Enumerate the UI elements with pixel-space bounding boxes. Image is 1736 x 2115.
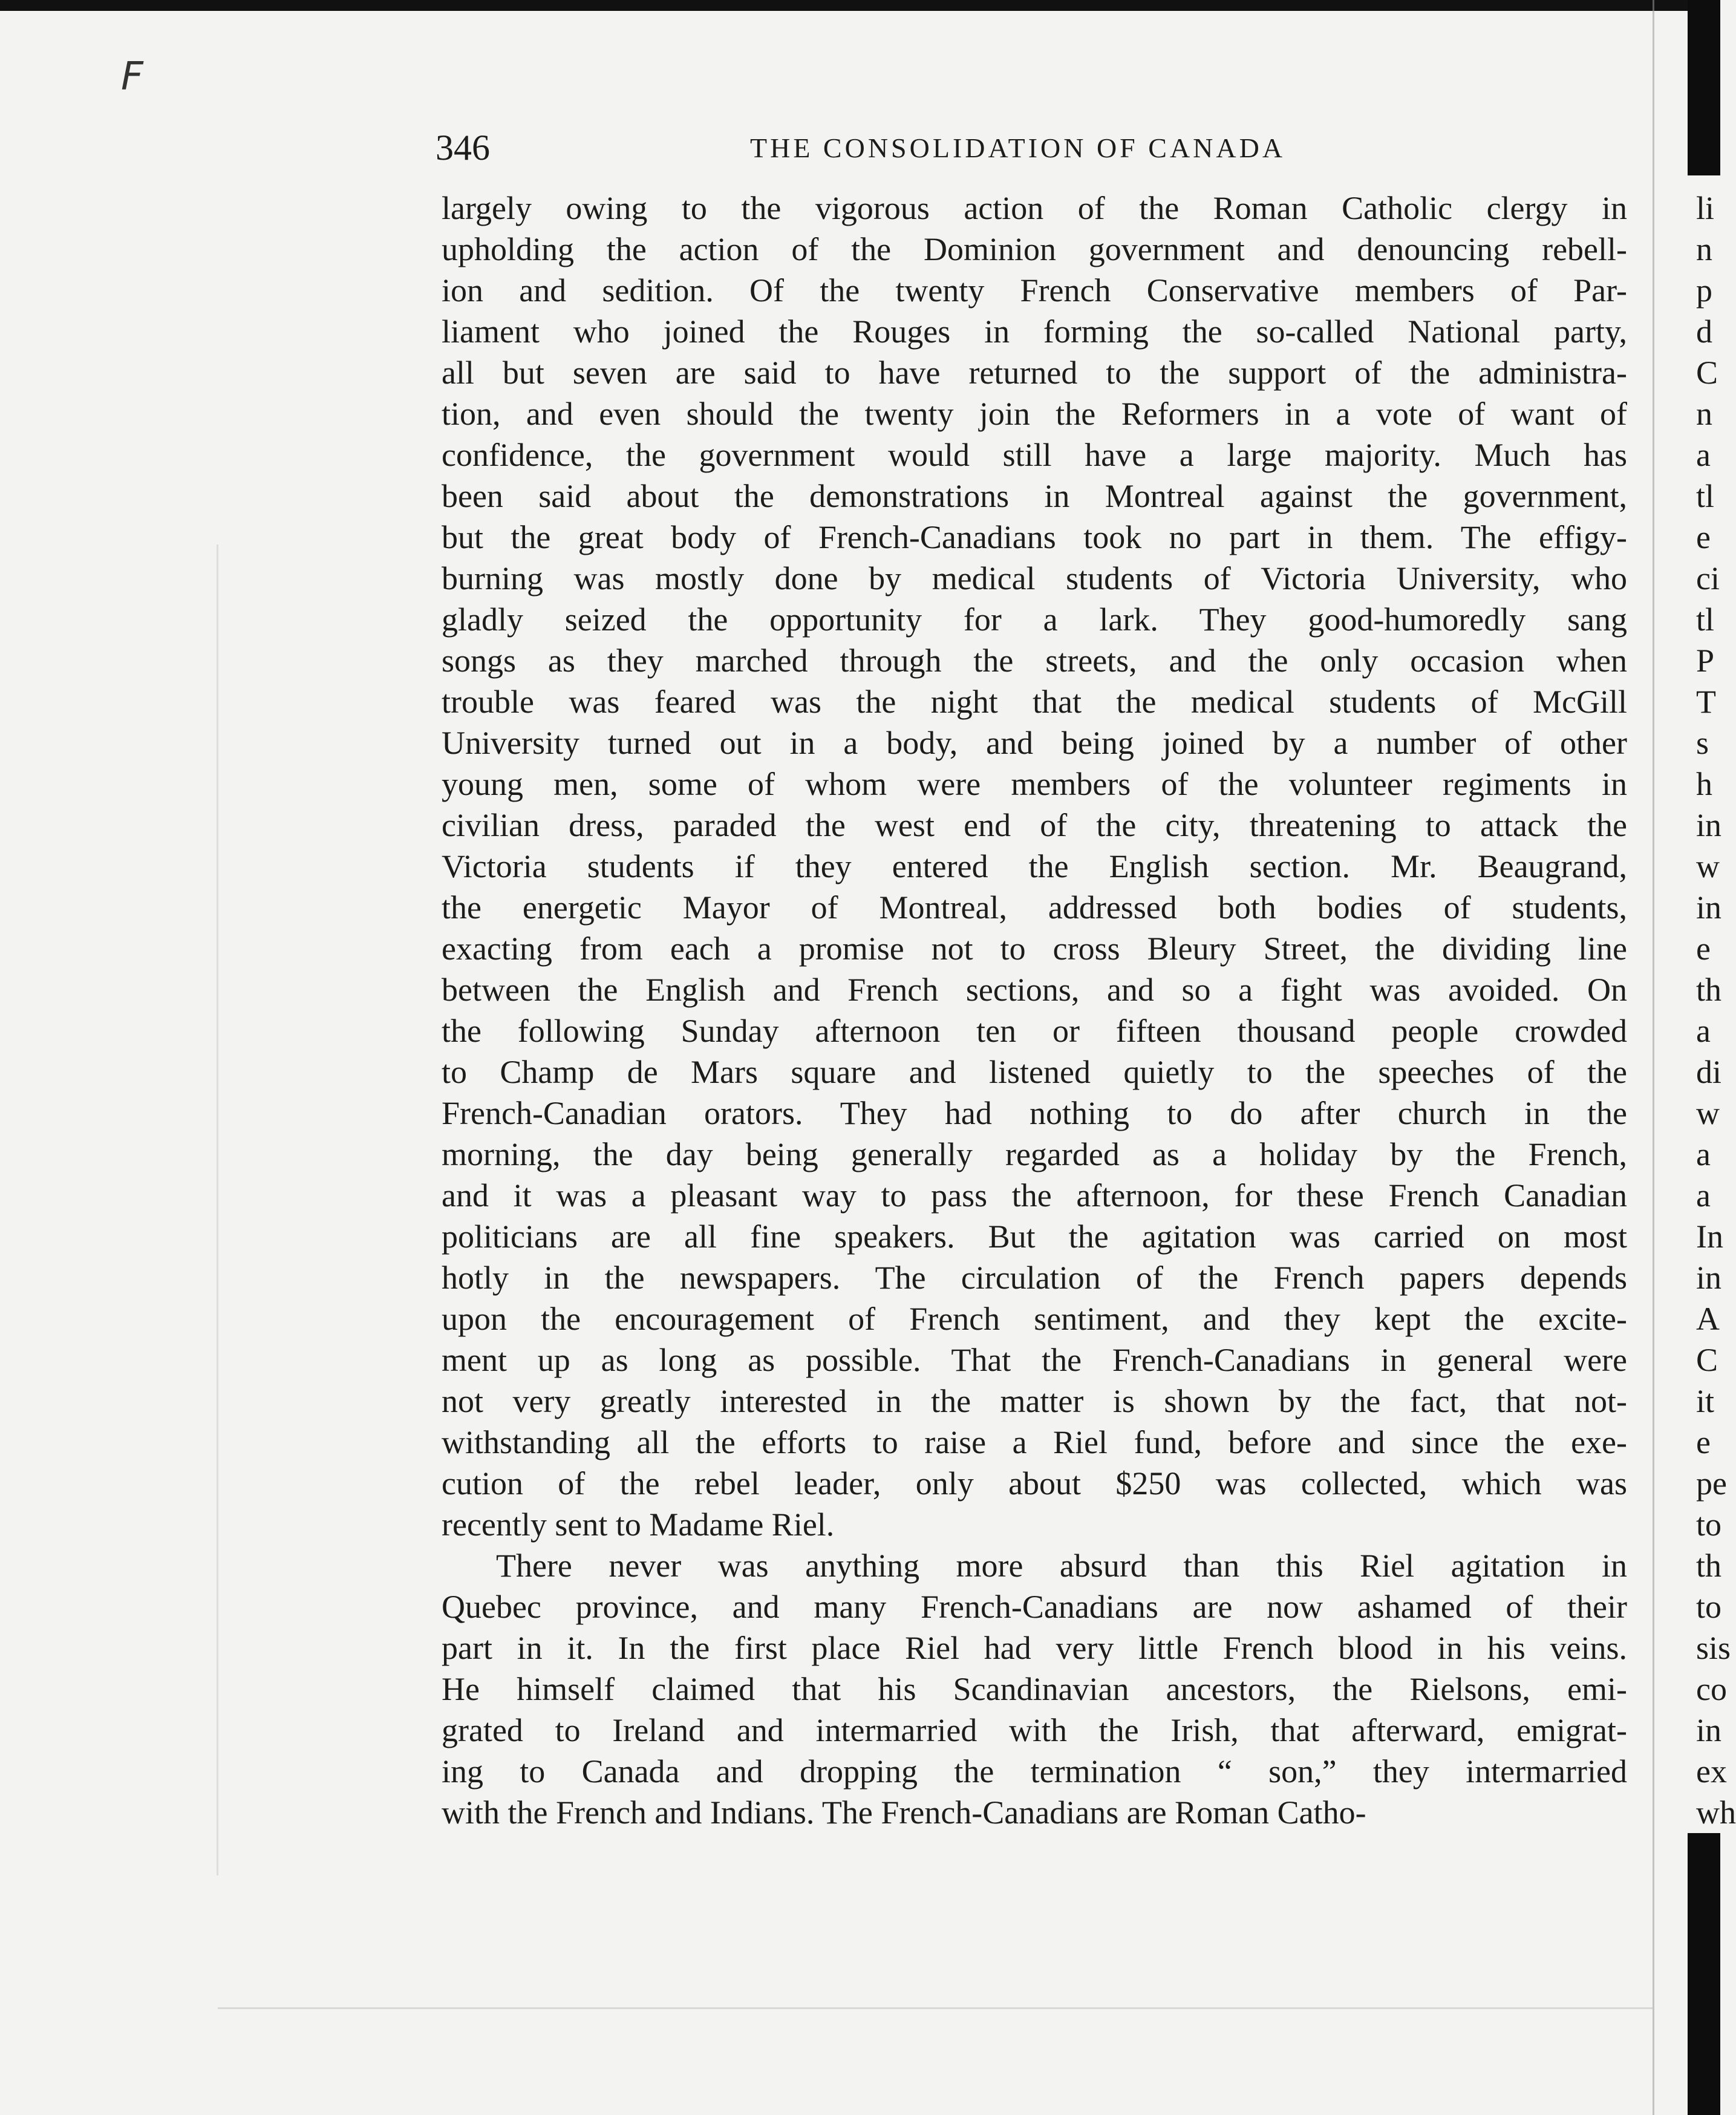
- facing-page-fragment: a: [1694, 434, 1720, 476]
- text-line: all but seven are said to have returned to the support of the administra-: [442, 355, 1627, 391]
- page-bottom-edge: [218, 2007, 1653, 2009]
- facing-page-fragment: p: [1694, 270, 1720, 311]
- facing-page-fragment: C: [1694, 352, 1720, 393]
- text-line: ion and sedition. Of the twenty French Conservative members of Par-: [442, 272, 1627, 309]
- facing-page-fragment: ci: [1694, 558, 1720, 599]
- text-line: the energetic Mayor of Montreal, addressed both bodies of students,: [442, 889, 1627, 926]
- facing-page-fragment: n: [1694, 393, 1720, 434]
- book-binding-line: [1653, 0, 1654, 2115]
- text-line: French-Canadian orators. They had nothing to do after church in the: [442, 1095, 1627, 1131]
- facing-page-fragment: li: [1694, 188, 1720, 229]
- facing-page-fragment: e: [1694, 928, 1720, 969]
- facing-page-fragment: sis: [1694, 1627, 1720, 1669]
- facing-page-fragment: n: [1694, 229, 1720, 270]
- text-line: songs as they marched through the streets, and the only occasion when: [442, 642, 1627, 679]
- facing-page-fragment: ex: [1694, 1751, 1720, 1792]
- text-line: gladly seized the opportunity for a lark. They good-humoredly sang: [442, 601, 1627, 638]
- text-line: Quebec province, and many French-Canadians are now ashamed of their: [442, 1589, 1627, 1625]
- facing-page-fragment: a: [1694, 1175, 1720, 1216]
- text-line: not very greatly interested in the matter is shown by the fact, that not-: [442, 1383, 1627, 1419]
- text-line: liament who joined the Rouges in forming the so-called National party,: [442, 313, 1627, 350]
- facing-page-fragment: A: [1694, 1298, 1720, 1339]
- facing-page-fragment: th: [1694, 1545, 1720, 1586]
- facing-page-fragment: wh: [1694, 1792, 1720, 1833]
- text-line: confidence, the government would still have a large majority. Much has: [442, 437, 1627, 473]
- text-line: part in it. In the first place Riel had very little French blood in his veins.: [442, 1630, 1627, 1666]
- text-line: There never was anything more absurd than this Riel agitation in: [496, 1548, 1627, 1584]
- facing-page-fragment: h: [1694, 763, 1720, 805]
- facing-page-fragment: In: [1694, 1216, 1720, 1257]
- text-line: politicians are all fine speakers. But the agitation was carried on most: [442, 1218, 1627, 1255]
- facing-page-fragment: w: [1694, 1093, 1720, 1134]
- facing-page-fragment: e: [1694, 517, 1720, 558]
- text-line: upholding the action of the Dominion government and denouncing rebell-: [442, 231, 1627, 267]
- margin-annotation: F: [121, 54, 143, 99]
- facing-page-fragment: C: [1694, 1339, 1720, 1381]
- text-line: burning was mostly done by medical students of Victoria University, who: [442, 560, 1627, 597]
- text-line: to Champ de Mars square and listened quietly to the speeches of the: [442, 1054, 1627, 1090]
- text-line: civilian dress, paraded the west end of the city, threatening to attack the: [442, 807, 1627, 843]
- facing-page-fragment: in: [1694, 887, 1720, 928]
- text-line: upon the encouragement of French sentiment, and they kept the excite-: [442, 1301, 1627, 1337]
- text-line: ment up as long as possible. That the French-Canadians in general were: [442, 1342, 1627, 1378]
- text-line: with the French and Indians. The French-Canadians are Roman Catho-: [442, 1794, 1366, 1831]
- facing-page-fragment: T: [1694, 681, 1720, 722]
- text-line: the following Sunday afternoon ten or fifteen thousand people crowded: [442, 1013, 1627, 1049]
- text-line: University turned out in a body, and being joined by a number of other: [442, 725, 1627, 761]
- facing-page-fragment: th: [1694, 969, 1720, 1010]
- facing-page-fragment: co: [1694, 1669, 1720, 1710]
- text-line: exacting from each a promise not to cross Bleury Street, the dividing line: [442, 930, 1627, 967]
- facing-page-fragment: a: [1694, 1134, 1720, 1175]
- facing-page-fragment: in: [1694, 805, 1720, 846]
- facing-page-fragment: P: [1694, 640, 1720, 681]
- page-edge-shadow: [217, 544, 218, 1875]
- facing-page-fragment: a: [1694, 1010, 1720, 1051]
- text-line: ing to Canada and dropping the termination “ son,” they intermarried: [442, 1753, 1627, 1790]
- facing-page-fragment: in: [1694, 1710, 1720, 1751]
- text-line: He himself claimed that his Scandinavian ancestors, the Rielsons, emi-: [442, 1671, 1627, 1707]
- text-line: morning, the day being generally regarded as a holiday by the French,: [442, 1136, 1627, 1172]
- text-line: between the English and French sections, and so a fight was avoided. On: [442, 972, 1627, 1008]
- scan-edge-top: [0, 0, 1720, 11]
- facing-page-fragment: e: [1694, 1422, 1720, 1463]
- text-line: cution of the rebel leader, only about $250 was collected, which was: [442, 1465, 1627, 1502]
- facing-page-fragment: tl: [1694, 599, 1720, 640]
- facing-page-fragment: in: [1694, 1257, 1720, 1298]
- text-line: been said about the demonstrations in Montreal against the government,: [442, 478, 1627, 514]
- text-line: grated to Ireland and intermarried with the Irish, that afterward, emigrat-: [442, 1712, 1627, 1748]
- facing-page-fragment: tl: [1694, 476, 1720, 517]
- running-head: THE CONSOLIDATION OF CANADA: [750, 132, 1286, 163]
- facing-page-fragment: d: [1694, 311, 1720, 352]
- text-line: hotly in the newspapers. The circulation of the French papers depends: [442, 1260, 1627, 1296]
- text-line: largely owing to the vigorous action of the Roman Catholic clergy in: [442, 190, 1627, 226]
- text-line: but the great body of French-Canadians took no part in them. The effigy-: [442, 519, 1627, 555]
- facing-page-fragment: to: [1694, 1586, 1720, 1627]
- text-line: recently sent to Madame Riel.: [442, 1506, 835, 1543]
- body-text: [442, 188, 1627, 1833]
- text-line: Victoria students if they entered the English section. Mr. Beaugrand,: [442, 848, 1627, 884]
- text-line: trouble was feared was the night that the medical students of McGill: [442, 684, 1627, 720]
- page-number: 346: [436, 128, 490, 168]
- text-line: withstanding all the efforts to raise a Riel fund, before and since the exe-: [442, 1424, 1627, 1460]
- page-header: [436, 127, 1633, 169]
- text-line: young men, some of whom were members of the volunteer regiments in: [442, 766, 1627, 802]
- facing-page-fragment: it: [1694, 1381, 1720, 1422]
- facing-page-fragment: to: [1694, 1504, 1720, 1545]
- text-line: and it was a pleasant way to pass the afternoon, for these French Canadian: [442, 1177, 1627, 1214]
- text-line: tion, and even should the twenty join the Reformers in a vote of want of: [442, 396, 1627, 432]
- facing-page-fragment: s: [1694, 722, 1720, 763]
- facing-page-text: [1694, 188, 1736, 1833]
- facing-page-fragment: w: [1694, 846, 1720, 887]
- facing-page-fragment: di: [1694, 1051, 1720, 1093]
- facing-page-fragment: pe: [1694, 1463, 1720, 1504]
